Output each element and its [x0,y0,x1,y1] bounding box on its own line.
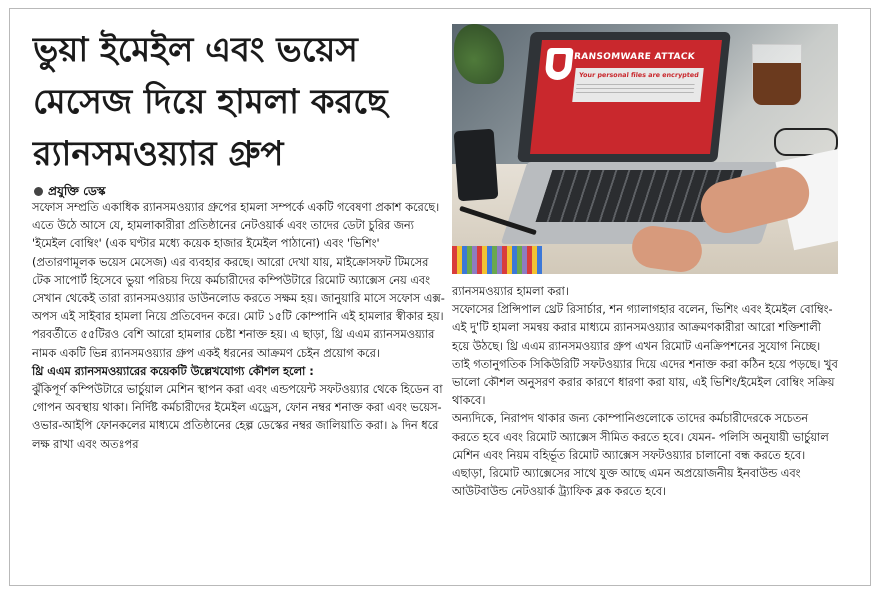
article-headline: ভুয়া ইমেইল এবং ভয়েস মেসেজ দিয়ে হামলা করছে র‍্যানসমওয়্যার গ্রুপ [33,30,388,174]
left-column [32,199,445,454]
paragraph: সফোসের প্রিন্সিপাল থ্রেট রিসার্চার, শন গ্যালাগহার বলেন, ভিশিং এবং ইমেইল বোম্বিং-এই দু'টি হামলা সমন্বয় করার মাধ্যমে র‍্যানসমওয়্যার আক্রমণকারীরা আরো শক্তিশালী হয়ে উঠছে। থ্রি এএম র‍্যানসমওয়্যার গ্রুপ এখন রিমোট এনক্রিপশনের সুযোগ নিচ্ছে। তাই গতানুগতিক সিকিউরিটি সফটওয়্যার দিয়ে এদের শনাক্ত করা কঠিন হয়ে পড়ছে। খুব ভালো কৌশল অনুসরণ করার কারণে ধারণা করা যায়, এই ভিশিং/ইমেইল বোম্বিং সক্রিয় থাকবে। [452,303,838,408]
paragraph: র‍্যানসমওয়্যার হামলা করা। [452,285,569,298]
plant-decor [454,24,504,84]
screen-message: Your personal files are encrypted [578,71,700,79]
paragraph: সফোস সম্প্রতি একাধিক র‍্যানসমওয়্যার গ্রুপের হামলা সম্পর্কে একটি গবেষণা প্রকাশ করেছে। এতে উঠে আসে যে, হামলাকারীরা প্রতিষ্ঠানের নেটওয়ার্ক এবং তাদের ডেটা চুরির জন্য 'ইমেইল বোম্বিং' (এক ঘণ্টার মধ্যে কয়েক হাজার ইমেইল পাঠানো) এবং 'ভিশিং' (প্রতারণামূলক ভয়েস মেসেজ) এর ব্যবহার করছে। আরো দেখা যায়, মাইক্রোসফট টিমসের টেক সাপোর্ট হিসেবে ভুয়া পরিচয় দিয়ে কর্মচারীদের কম্পিউটারে রিমোট অ্যাক্সেস নেয় এবং সেখান থেকেই তারা র‍্যানসমওয়্যার ডাউনলোড করতে সক্ষম হয়। জানুয়ারি মাসে সফোস এক্স-অপস এই সাইবার হামলা নিয়ে প্রতিবেদন করে। মোট ১৫টি কোম্পানি এই হামলার স্বীকার হয়। পরবর্তীতে ৫৫টিরও বেশি আরো হামলার চেষ্টা শনাক্ত হয়। এ ছাড়া, থ্রি এএম র‍্যানসমওয়্যার নামক একটি ভিন্ন র‍্যানসমওয়্যার গ্রুপ একই ধরনের আক্রমণ চেইন প্রয়োগ করে। [32,201,445,360]
subheading: থ্রি এএম র‍্যানসমওয়্যারের কয়েকটি উল্লেখযোগ্য কৌশল হলো : [32,364,314,378]
bullet-icon [34,187,43,196]
right-column [452,283,838,501]
screen-text-lines [575,84,694,96]
color-pencils [452,246,542,274]
paragraph: অন্যদিকে, নিরাপদ থাকার জন্য কোম্পানিগুলোকে তাদের কর্মচারীদেরকে সচেতন করতে হবে এবং রিমোট অ্যাক্সেস সীমিত করতে হবে। যেমন- পলিসি অনুযায়ী ভার্চুয়াল মেশিন এবং নিয়ম বহির্ভূত রিমোট অ্যাক্সেস সফটওয়্যার চালানো বন্ধ করতে হবে। এছাড়া, রিমোট অ্যাক্সেসের সাথে যুক্ত আছে এমন অপ্রয়োজনীয় ইনবাউন্ড এবং আউটবাউন্ড নেটওয়ার্ক ট্র্যাফিক ব্লক করতে হবে। [452,412,829,499]
paragraph: ঝুঁকিপূর্ণ কম্পিউটারে ভার্চুয়াল মেশিন স্থাপন করা এবং এন্ডপয়েন্ট সফটওয়্যার থেকে হিডেন বা গোপন অবস্থায় থাকা। নির্দিষ্ট কর্মচারীদের ইমেইল এড্রেস, ফোন নম্বর শনাক্ত করা এবং ভয়েস-ওভার-আইপি ফোনকলের মাধ্যমে প্রতিষ্ঠানের হেল্প ডেস্কের নম্বর জালিয়াতি করা। ৯ দিন ধরে লক্ষ রাখা এবং অতঃপর [32,383,443,451]
byline-text: প্রযুক্তি ডেস্ক [48,184,106,198]
ransomware-laptop-photo [452,24,838,274]
coffee-cup [752,44,802,106]
screen-title: RANSOMWARE ATTACK [573,52,696,62]
smartphone [454,129,499,202]
